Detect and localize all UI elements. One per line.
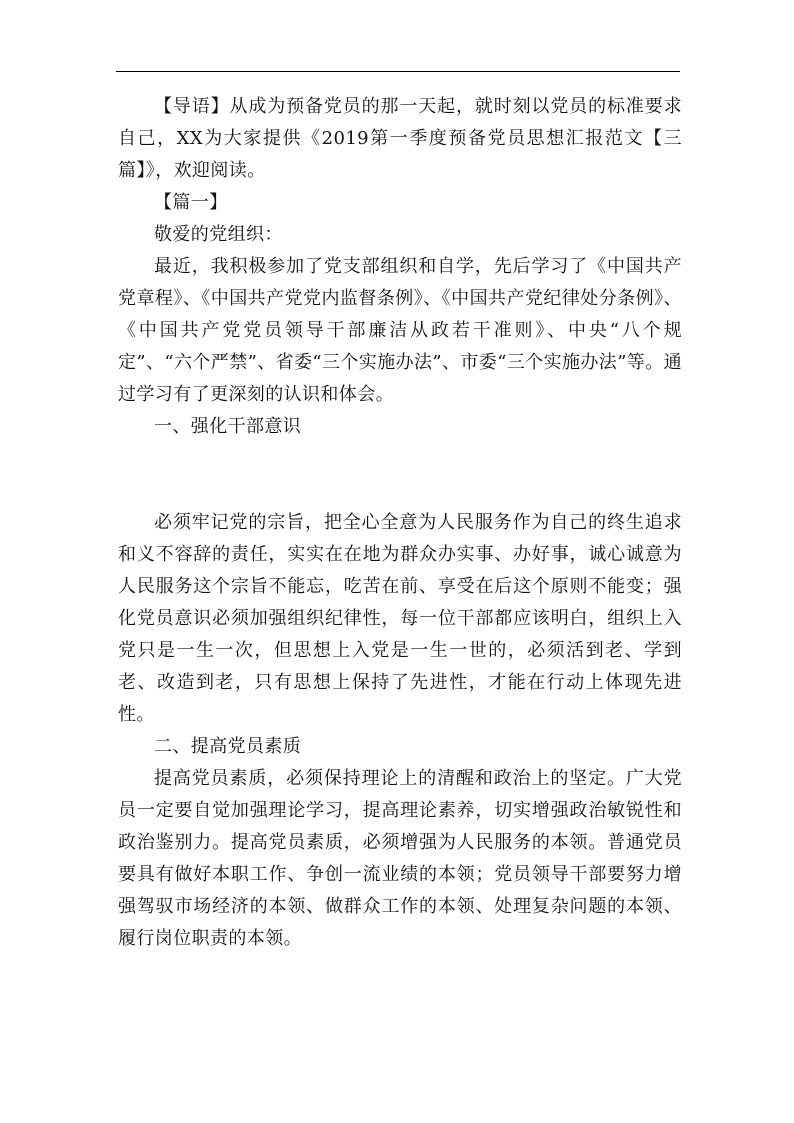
body-paragraph-1: 最近，我积极参加了党支部组织和自学，先后学习了《中国共产党章程》、《中国共产党党内监督条例》、《中国共产党纪律处分条例》、《中国共产党党员领导干部廉洁从政若干准则》、中央“八个规定”、“六个严禁”、省委“三个实施办法”、市委“三个实施办法”等。通过学习有了更深刻的认识和体会。 [118, 256, 683, 405]
body-paragraph-3: 提高党员素质，必须保持理论上的清醒和政治上的坚定。广大党员一定要自觉加强理论学习，提高理论素养，切实增强政治敏锐性和政治鉴别力。提高党员素质，必须增强为人民服务的本领。普通党员要具有做好本职工作、争创一流业绩的本领；党员领导干部要努力增强驾驭市场经济的本领、做群众工作的本领、处理复杂问题的本领、履行岗位职责的本领。 [118, 768, 682, 949]
salutation: 敬爱的党组织： [154, 224, 283, 245]
document-body [118, 91, 682, 955]
header-rule [116, 71, 680, 72]
intro-paragraph: 【导语】从成为预备党员的那一天起，就时刻以党员的标准要求自己，XX为大家提供《2019第一季度预备党员思想汇报范文【三篇】》，欢迎阅读。 [118, 96, 682, 181]
section-label: 【篇一】 [154, 192, 228, 213]
section-heading-1: 一、强化干部意识 [154, 416, 302, 437]
section-heading-2: 二、提高党员素质 [154, 736, 302, 757]
body-paragraph-2: 必须牢记党的宗旨，把全心全意为人民服务作为自己的终生追求和义不容辞的责任，实实在在地为群众办实事、办好事，诚心诚意为人民服务这个宗旨不能忘，吃苦在前、享受在后这个原则不能变；强化党员意识必须加强组织纪律性，每一位干部都应该明白，组织上入党只是一生一次，但思想上入党是一生一世的，必须活到老、学到老、改造到老，只有思想上保持了先进性，才能在行动上体现先进性。 [118, 512, 682, 725]
